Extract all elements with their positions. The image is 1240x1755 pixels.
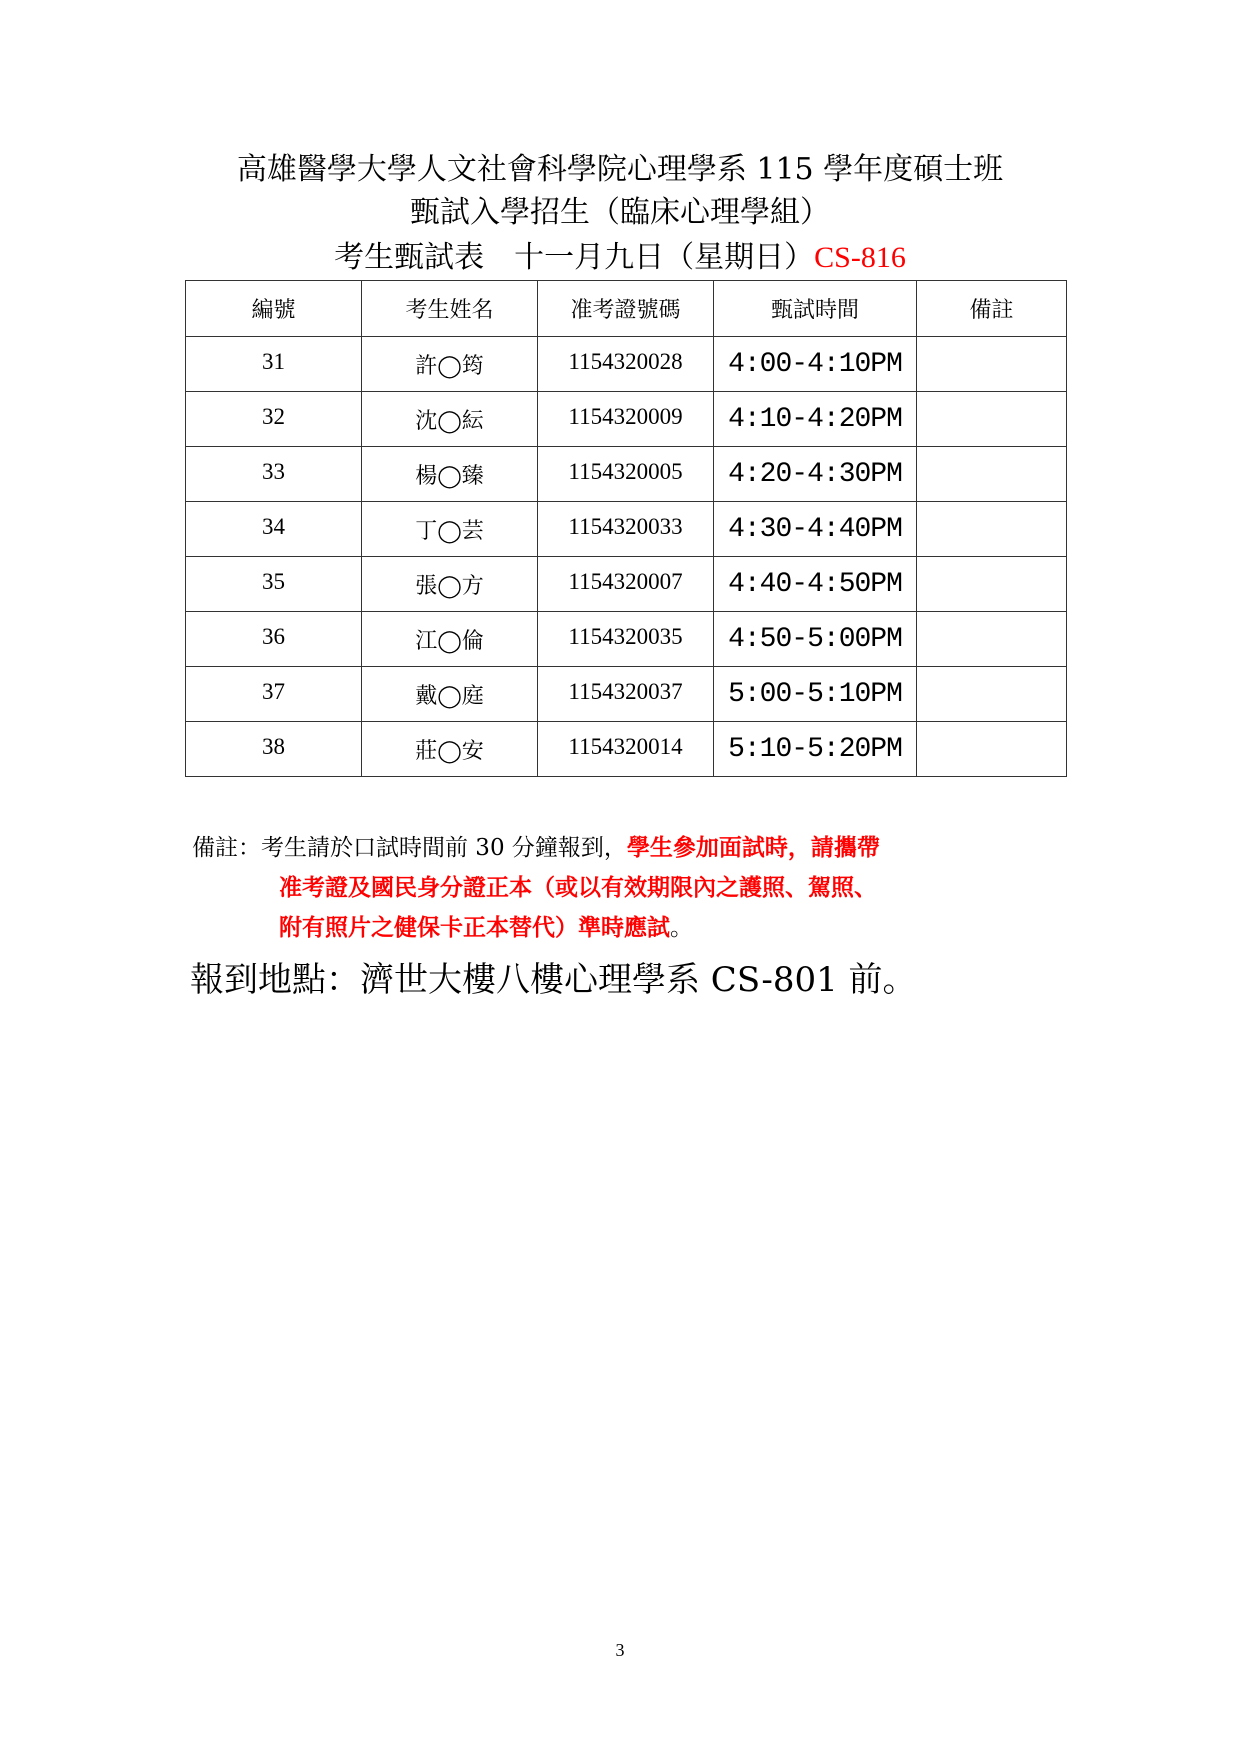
cell-remark [917,667,1067,722]
table-header-row [186,281,1067,337]
cell-name: 江◯倫 [362,612,538,667]
exam-room: CS-816 [814,241,906,274]
note-highlight-3: 附有照片之健保卡正本替代）準時應試 [279,914,670,941]
cell-time: 5:10-5:20PM [714,722,917,777]
cell-name: 戴◯庭 [362,667,538,722]
table-row [186,447,1067,502]
table-row [186,502,1067,557]
cell-name: 丁◯芸 [362,502,538,557]
note-highlight-2: 准考證及國民身分證正本（或以有效期限內之護照、駕照、 [279,874,877,901]
table-row [186,612,1067,667]
cell-time: 4:00-4:10PM [714,337,917,392]
cell-ticket: 1154320033 [538,502,714,557]
cell-ticket: 1154320005 [538,447,714,502]
note-plain-text: 考生請於口試時間前 30 分鐘報到， [261,835,627,861]
table-row [186,557,1067,612]
header-time: 甄試時間 [714,281,917,337]
cell-ticket: 1154320037 [538,667,714,722]
cell-no: 38 [186,722,362,777]
table-row [186,722,1067,777]
cell-time: 4:20-4:30PM [714,447,917,502]
cell-time: 4:10-4:20PM [714,392,917,447]
exam-date: 考生甄試表 十一月九日（星期日） [334,240,815,275]
cell-time: 4:50-5:00PM [714,612,917,667]
title-line-3 [0,238,1240,278]
header-name: 考生姓名 [362,281,538,337]
note-highlight-1: 學生參加面試時，請攜帶 [626,834,880,861]
cell-remark [917,722,1067,777]
cell-ticket: 1154320007 [538,557,714,612]
cell-name: 莊◯安 [362,722,538,777]
cell-remark [917,392,1067,447]
header-no: 編號 [186,281,362,337]
cell-time: 4:30-4:40PM [714,502,917,557]
cell-ticket: 1154320014 [538,722,714,777]
cell-ticket: 1154320035 [538,612,714,667]
cell-remark [917,337,1067,392]
note-line-2 [192,868,880,908]
cell-remark [917,612,1067,667]
cell-name: 張◯方 [362,557,538,612]
note-line-1 [192,828,880,868]
cell-remark [917,447,1067,502]
cell-remark [917,502,1067,557]
header-remark: 備註 [917,281,1067,337]
schedule-table [185,280,1067,777]
table-row [186,667,1067,722]
cell-ticket: 1154320009 [538,392,714,447]
page-number: 3 [615,1640,625,1660]
table-row [186,337,1067,392]
cell-no: 36 [186,612,362,667]
cell-no: 32 [186,392,362,447]
report-location: 報到地點：濟世大樓八樓心理學系 CS-801 前。 [190,960,917,1000]
cell-ticket: 1154320028 [538,337,714,392]
cell-name: 楊◯臻 [362,447,538,502]
note-end: 。 [670,915,693,941]
cell-remark [917,557,1067,612]
cell-time: 5:00-5:10PM [714,667,917,722]
note-label: 備註： [192,835,261,861]
cell-no: 37 [186,667,362,722]
cell-no: 35 [186,557,362,612]
cell-name: 許◯筠 [362,337,538,392]
title-line-2: 甄試入學招生（臨床心理學組） [410,195,830,230]
note-line-3 [192,908,880,948]
cell-no: 31 [186,337,362,392]
table-row [186,392,1067,447]
remarks-note [192,828,880,948]
header-ticket: 准考證號碼 [538,281,714,337]
cell-time: 4:40-4:50PM [714,557,917,612]
title-line-1: 高雄醫學大學人文社會科學院心理學系 115 學年度碩士班 [236,152,1004,187]
cell-no: 33 [186,447,362,502]
cell-no: 34 [186,502,362,557]
cell-name: 沈◯紜 [362,392,538,447]
